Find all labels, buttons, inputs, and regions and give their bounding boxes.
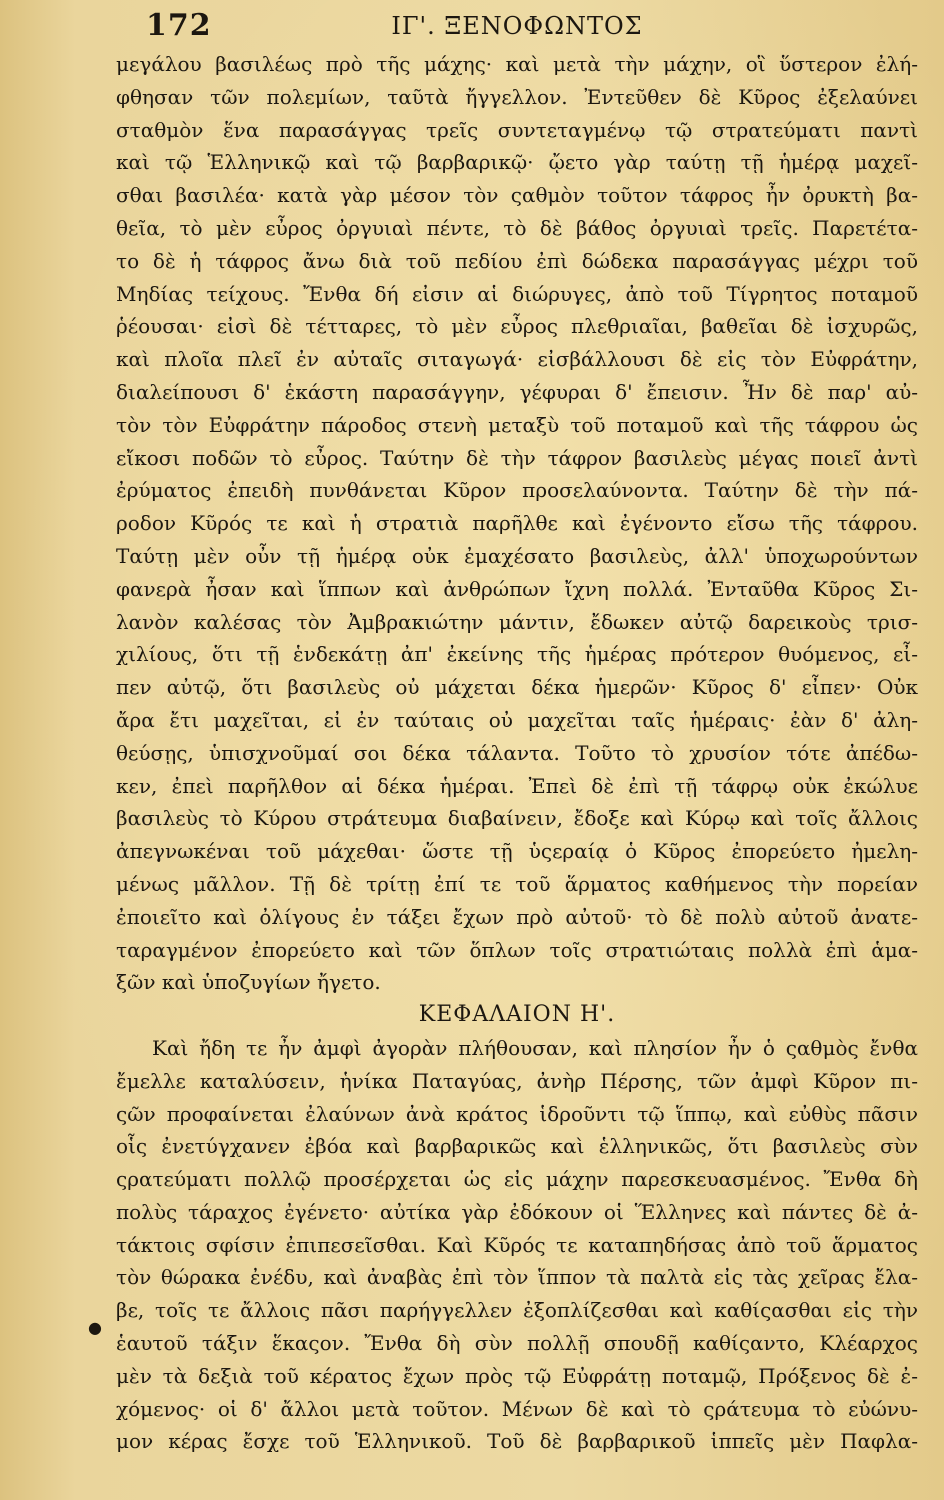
text-line: καὶ τῷ Ἑλληνικῷ καὶ τῷ βαρβαρικῷ· ᾤετο γὰρ ταύτῃ τῇ ἡμέρᾳ μαχεῖ- — [116, 150, 918, 175]
text-line: πολὺς τάραχος ἐγένετο· αὐτίκα γὰρ ἐδόκουν οἱ Ἕλληνες καὶ πάντες δὲ ἀ- — [116, 1199, 918, 1224]
text-line: φθησαν τῶν πολεμίων, ταῦτὰ ἤγγελλον. Ἐντεῦθεν δὲ Κῦρος ἐξελαύνει — [116, 84, 918, 109]
text-line: ἄρα ἔτι μαχεῖται, εἰ ἐν ταύταις οὐ μαχεῖται ταῖς ἡμέραις· ἐὰν δ' ἀλη- — [116, 707, 918, 732]
text-line: ἐποιεῖτο καὶ ὀλίγους ἐν τάξει ἔχων πρὸ αὐτοῦ· τὸ δὲ πολὺ αὐτοῦ ἀνατε- — [116, 904, 918, 929]
page-header — [116, 8, 918, 48]
text-line: πεν αὐτῷ, ὅτι βασιλεὺς οὐ μάχεται δέκα ἡμερῶν· Κῦρος δ' εἶπεν· Οὐκ — [116, 675, 918, 700]
margin-dot-icon: ● — [88, 1318, 102, 1337]
text-line: ἔμελλε καταλύσειν, ἡνίκα Παταγύας, ἀνὴρ Πέρσης, τῶν ἀμφὶ Κῦρον πι- — [116, 1068, 918, 1093]
body-text — [116, 48, 918, 1458]
text-line: Μηδίας τείχους. Ἔνθα δή εἰσιν αἱ διώρυγες, ἀπὸ τοῦ Τίγρητος ποταμοῦ — [116, 281, 918, 306]
text-line: ροδον Κῦρός τε καὶ ἡ στρατιὰ παρῆλθε καὶ ἐγένοντο εἴσω τῆς τάφρου. — [116, 511, 918, 536]
text-line: τάκτοις σφίσιν ἐπιπεσεῖσθαι. Καὶ Κῦρός τε καταπηδήσας ἀπὸ τοῦ ἅρματος — [116, 1232, 918, 1257]
text-line: φανερὰ ἦσαν καὶ ἵππων καὶ ἀνθρώπων ἴχνη πολλά. Ἐνταῦθα Κῦρος Σι- — [116, 576, 918, 601]
text-line: θεῖα, τὸ μὲν εὖρος ὀργυιαὶ πέντε, τὸ δὲ βάθος ὀργυιαὶ τρεῖς. Παρετέτα- — [116, 215, 918, 240]
text-line: τὸν θώρακα ἐνέδυ, καὶ ἀναβὰς ἐπὶ τὸν ἵππον τὰ παλτὰ εἰς τὰς χεῖρας ἔλα- — [116, 1265, 918, 1290]
text-line: μένως μᾶλλον. Τῇ δὲ τρίτῃ ἐπί τε τοῦ ἅρματος καθήμενος τὴν πορείαν — [116, 871, 918, 896]
text-line: οἷς ἐνετύγχανεν ἐβόα καὶ βαρβαρικῶς καὶ ἑλληνικῶς, ὅτι βασιλεὺς σὺν — [116, 1134, 918, 1159]
text-line: Ταύτῃ μὲν οὖν τῇ ἡμέρᾳ οὐκ ἐμαχέσατο βασιλεὺς, ἀλλ' ὑποχωρούντων — [116, 543, 918, 568]
text-line: ταραγμένον ἐπορεύετο καὶ τῶν ὅπλων τοῖς στρατιώταις πολλὰ ἐπὶ ἁμα- — [116, 937, 918, 962]
page-number: 172 — [146, 8, 212, 43]
text-line: καὶ πλοῖα πλεῖ ἐν αὐταῖς σιταγωγά· εἰσβάλλουσι δὲ εἰς τὸν Εὐφράτην, — [116, 347, 918, 372]
text-line: ἑαυτοῦ τάξιν ἕκαςον. Ἔνθα δὴ σὺν πολλῇ σπουδῇ καθίςαντο, Κλέαρχος — [116, 1331, 918, 1356]
text-line: χόμενος· οἱ δ' ἄλλοι μετὰ τοῦτον. Μένων δὲ καὶ τὸ ςράτευμα τὸ εὐώνυ- — [116, 1396, 918, 1421]
text-line: διαλείπουσι δ' ἑκάστη παρασάγγην, γέφυραι δ' ἔπεισιν. Ἦν δὲ παρ' αὐ- — [116, 379, 918, 404]
text-line: λανὸν καλέσας τὸν Ἀμβρακιώτην μάντιν, ἔδωκεν αὐτῷ δαρεικοὺς τρισ- — [116, 609, 918, 634]
text-line: βασιλεὺς τὸ Κύρου στράτευμα διαβαίνειν, ἔδοξε καὶ Κύρῳ καὶ τοῖς ἄλλοις — [116, 806, 918, 831]
text-line: ςρατεύματι πολλῷ προσέρχεται ὡς εἰς μάχην παρεσκευασμένος. Ἔνθα δὴ — [116, 1167, 918, 1192]
text-line: τὸν τὸν Εὐφράτην πάροδος στενὴ μεταξὺ τοῦ ποταμοῦ καὶ τῆς τάφρου ὡς — [116, 412, 918, 437]
text-line: βε, τοῖς τε ἄλλοις πᾶσι παρήγγελλεν ἐξοπλίζεσθαι καὶ καθίςασθαι εἰς τὴν — [116, 1298, 918, 1323]
text-line: ῥέουσαι· εἰσὶ δὲ τέτταρες, τὸ μὲν εὖρος πλεθριαῖαι, βαθεῖαι δὲ ἰσχυρῶς, — [116, 314, 918, 339]
text-line: μὲν τὰ δεξιὰ τοῦ κέρατος ἔχων πρὸς τῷ Εὐφράτῃ ποταμῷ, Πρόξενος δὲ ἐ- — [116, 1363, 918, 1388]
text-line: χιλίους, ὅτι τῇ ἑνδεκάτῃ ἀπ' ἐκείνης τῆς ἡμέρας πρότερον θυόμενος, εἶ- — [116, 642, 918, 667]
text-line: ἀπεγνωκέναι τοῦ μάχεθαι· ὥστε τῇ ὑςεραίᾳ ὁ Κῦρος ἐπορεύετο ἠμελη- — [116, 839, 918, 864]
text-line: σθαι βασιλέα· κατὰ γὰρ μέσον τὸν ςαθμὸν τοῦτον τάφρος ἦν ὀρυκτὴ βα- — [116, 183, 918, 208]
text-line: κεν, ἐπεὶ παρῆλθον αἱ δέκα ἡμέραι. Ἐπεὶ δὲ ἐπὶ τῇ τάφρῳ οὐκ ἐκώλυε — [116, 773, 918, 798]
text-line: θεύσῃς, ὑπισχνοῦμαί σοι δέκα τάλαντα. Τοῦτο τὸ χρυσίον τότε ἀπέδω- — [116, 740, 918, 765]
text-line: εἴκοσι ποδῶν τὸ εὖρος. Ταύτην δὲ τὴν τάφρον βασιλεὺς μέγας ποιεῖ ἀντὶ — [116, 445, 918, 470]
text-line: μον κέρας ἔσχε τοῦ Ἑλληνικοῦ. Τοῦ δὲ βαρβαρικοῦ ἱππεῖς μὲν Παφλα- — [116, 1429, 918, 1454]
running-head: ΙΓ'. ΞΕΝΟΦΩΝΤΟΣ — [391, 12, 643, 40]
text-line: μεγάλου βασιλέως πρὸ τῆς μάχης· καὶ μετὰ τὴν μάχην, οἳ ὕστερον ἐλή- — [116, 52, 918, 76]
text-line: το δὲ ἡ τάφρος ἄνω διὰ τοῦ πεδίου ἐπὶ δώδεκα παρασάγγας μέχρι τοῦ — [116, 248, 918, 273]
text-line: ξῶν καὶ ὑποζυγίων ἤγετο. — [116, 970, 381, 995]
text-line: Καὶ ἤδη τε ἦν ἀμφὶ ἀγορὰν πλήθουσαν, καὶ πλησίον ἦν ὁ ςαθμὸς ἔνθα — [152, 1035, 918, 1060]
chapter-heading: ΚΕΦΑΛΑΙΟΝ Η'. — [418, 1002, 616, 1028]
text-line: ἐρύματος ἐπειδὴ πυνθάνεται Κῦρον προσελαύνοντα. Ταύτην δὲ τὴν πά- — [116, 478, 918, 503]
text-line: σταθμὸν ἕνα παρασάγγας τρεῖς συντεταγμένῳ τῷ στρατεύματι παντὶ — [116, 117, 918, 142]
text-line: ςῶν προφαίνεται ἐλαύνων ἀνὰ κράτος ἱδροῦντι τῷ ἵππῳ, καὶ εὐθὺς πᾶσιν — [116, 1101, 918, 1126]
